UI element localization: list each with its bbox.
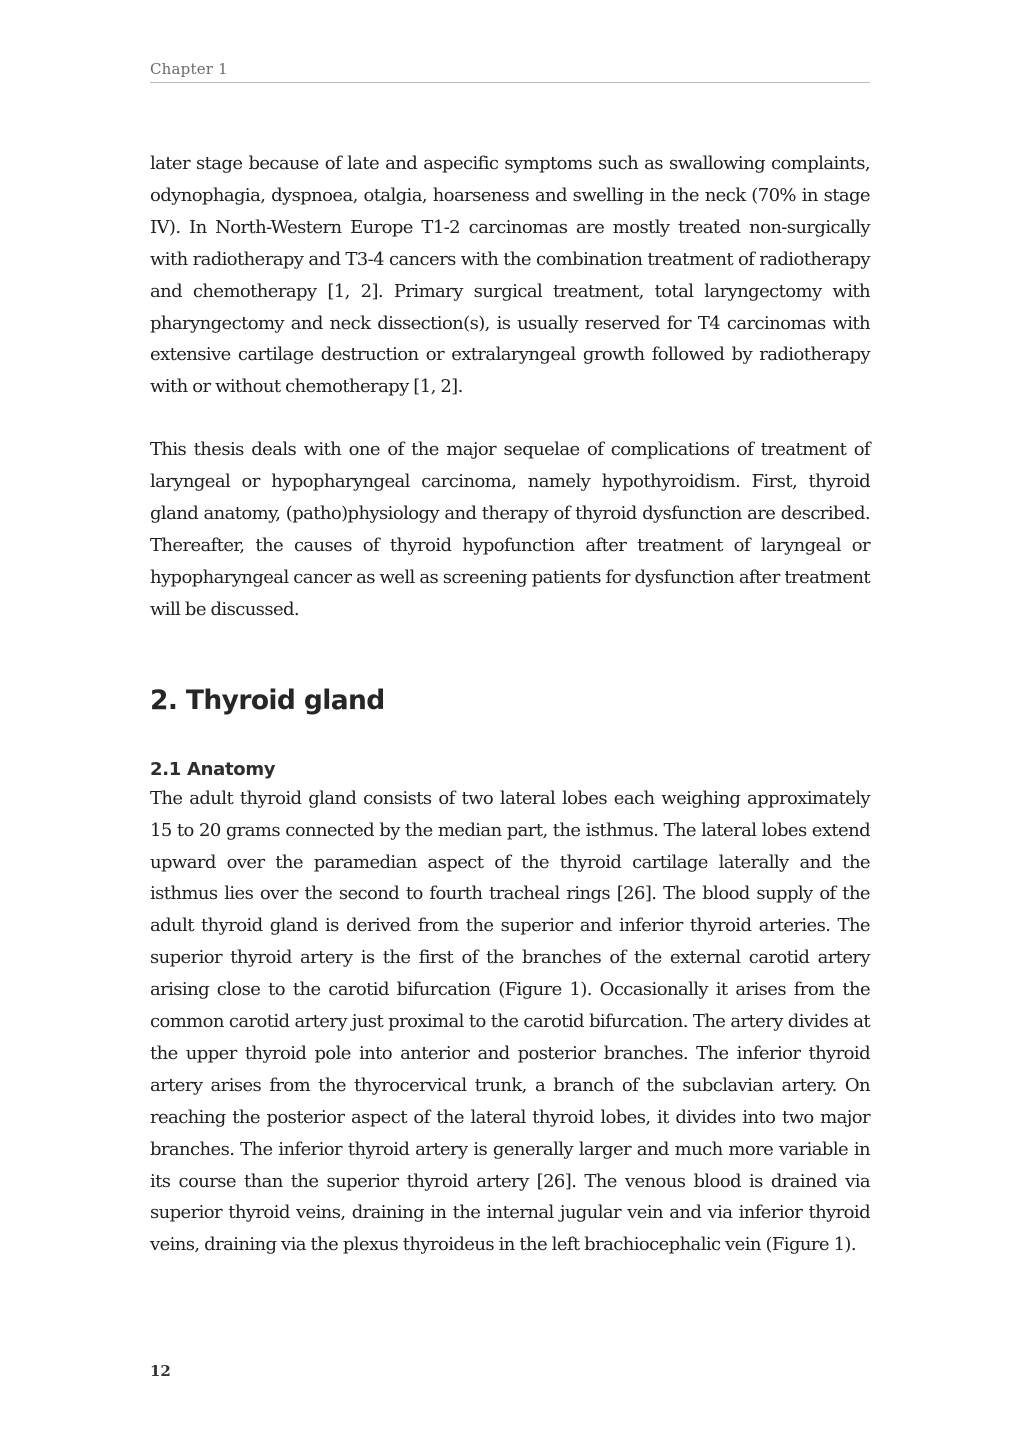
page-number: 12 <box>150 1362 171 1380</box>
running-header <box>150 58 870 83</box>
subsection-heading: 2.1 Anatomy <box>150 758 276 780</box>
page-body <box>150 148 870 1261</box>
chapter-label: Chapter 1 <box>150 60 228 78</box>
body-paragraph-1: later stage because of late and aspecific symptoms such as swallowing complaints, odynophagia, dyspnoea, otalgia, hoarseness and swelling in the neck (70% in stage IV). In North-Western Europe T1-2 carcinomas are mostly treated non-surgically with radiotherapy and T3-4 cancers with the combination treatment of radiotherapy and chemotherapy [1, 2]. Primary surgical treatment, total laryngectomy with pharyngectomy and neck dissection(s), is usually reserved for T4 carcinomas with extensive cartilage destruction or extralaryngeal growth followed by radiotherapy with or without chemotherapy [1, 2]. <box>150 153 870 398</box>
section-heading: 2. Thyroid gland <box>150 684 385 716</box>
body-paragraph-3: The adult thyroid gland consists of two lateral lobes each weighing approximately 15 to 20 grams connected by the median part, the isthmus. The lateral lobes extend upward over the paramedian aspect of the thyroid cartilage laterally and the isthmus lies over the second to fourth tracheal rings [26]. The blood supply of the adult thyroid gland is derived from the superior and inferior thyroid arteries. The superior thyroid artery is the first of the branches of the external carotid artery arising close to the carotid bifurcation (Figure 1). Occasionally it arises from the common carotid artery just proximal to the carotid bifurcation. The artery divides at the upper thyroid pole into anterior and posterior branches. The inferior thyroid artery arises from the thyrocervical trunk, a branch of the subclavian artery. On reaching the posterior aspect of the lateral thyroid lobes, it divides into two major branches. The inferior thyroid artery is generally larger and much more variable in its course than the superior thyroid artery [26]. The venous blood is drained via superior thyroid veins, draining in the internal jugular vein and via inferior thyroid veins, draining via the plexus thyroideus in the left brachiocephalic vein (Figure 1). <box>150 787 870 1256</box>
body-paragraph-2: This thesis deals with one of the major sequelae of complications of treatment of laryngeal or hypopharyngeal carcinoma, namely hypothyroidism. First, thyroid gland anatomy, (patho)physiology and therapy of thyroid dysfunction are described. Thereafter, the causes of thyroid hypofunction after treatment of laryngeal or hypopharyngeal cancer as well as screening patients for dysfunction after treatment will be discussed. <box>150 439 870 620</box>
